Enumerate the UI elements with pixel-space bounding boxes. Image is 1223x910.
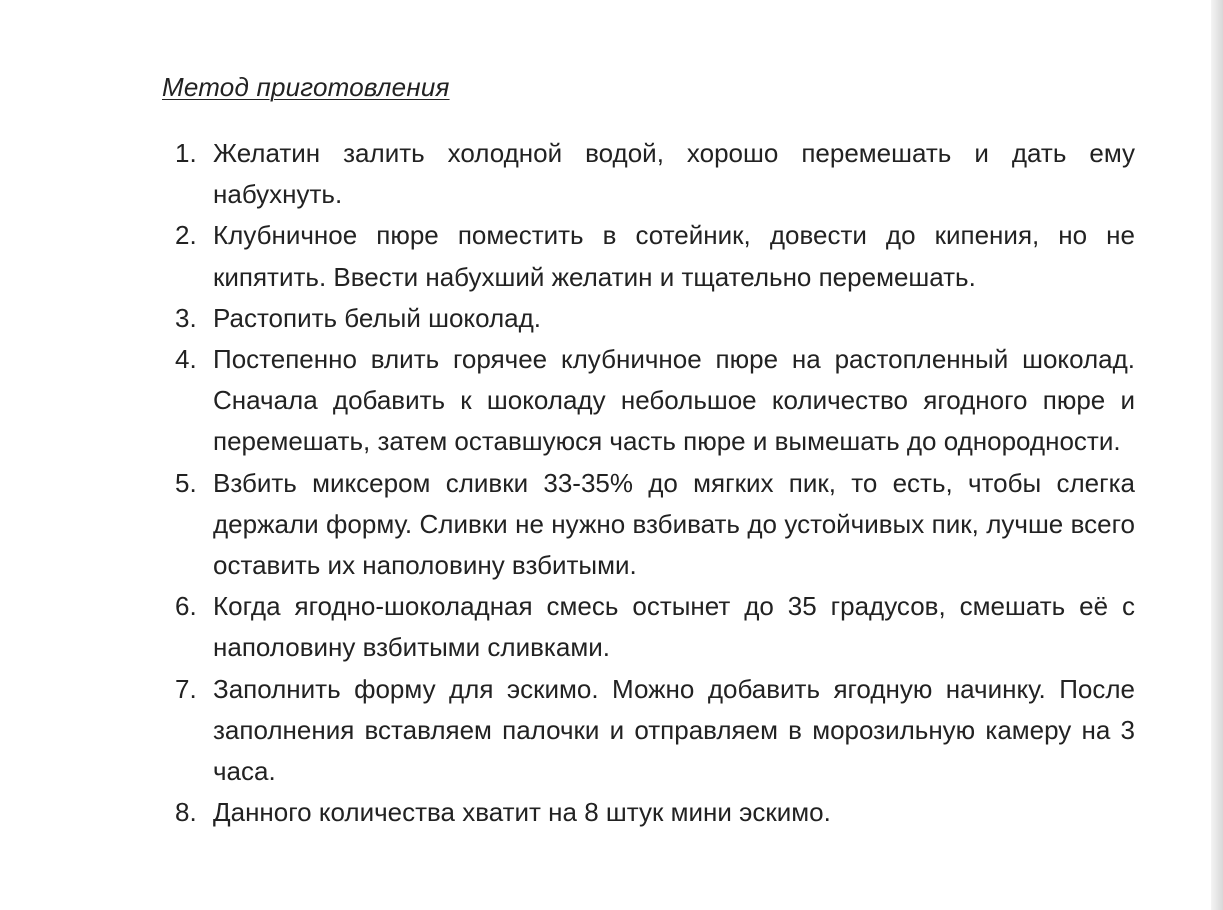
step-text: Постепенно влить горячее клубничное пюре на растопленный шоколад. Сначала добавить к шоколаду небольшое количество ягодного пюре и перемешать, затем оставшуюся часть пюре и вымешать до однородности. [213, 344, 1135, 457]
list-item [165, 463, 1135, 587]
list-item [165, 133, 1135, 215]
step-number: 2. [175, 220, 197, 251]
page-edge-shadow [1211, 0, 1223, 910]
step-text: Растопить белый шоколад. [213, 302, 541, 333]
step-number: 6. [175, 591, 197, 622]
step-number: 5. [175, 467, 197, 498]
step-text: Заполнить форму для эскимо. Можно добавить ягодную начинку. После заполнения вставляем палочки и отправляем в морозильную камеру на 3 часа. [213, 673, 1135, 787]
list-item [165, 792, 1135, 833]
list-item [165, 298, 1135, 339]
step-number: 1. [175, 138, 197, 168]
list-item [165, 586, 1135, 668]
step-text: Взбить миксером сливки 33-35% до мягких пик, то есть, чтобы слегка держали форму. Сливки не нужно взбивать до устойчивых пик, лучше всего оставить их наполовину взбитыми. [213, 467, 1135, 581]
step-text: Желатин залить холодной водой, хорошо перемешать и дать ему набухнуть. [213, 138, 1135, 210]
list-item [165, 669, 1135, 793]
step-text: Данного количества хватит на 8 штук мини эскимо. [213, 797, 831, 828]
step-number: 7. [175, 673, 197, 704]
steps-list [165, 133, 1135, 833]
step-text: Когда ягодно-шоколадная смесь остынет до 35 градусов, смешать её с наполовину взбитыми сливками. [213, 591, 1135, 663]
step-number: 8. [175, 797, 197, 828]
step-text: Клубничное пюре поместить в сотейник, довести до кипения, но не кипятить. Ввести набухший желатин и тщательно перемешать. [213, 220, 1135, 292]
step-number: 4. [175, 344, 197, 375]
section-heading: Метод приготовления [162, 72, 450, 102]
list-item [165, 339, 1135, 463]
step-number: 3. [175, 302, 197, 333]
list-item [165, 215, 1135, 297]
